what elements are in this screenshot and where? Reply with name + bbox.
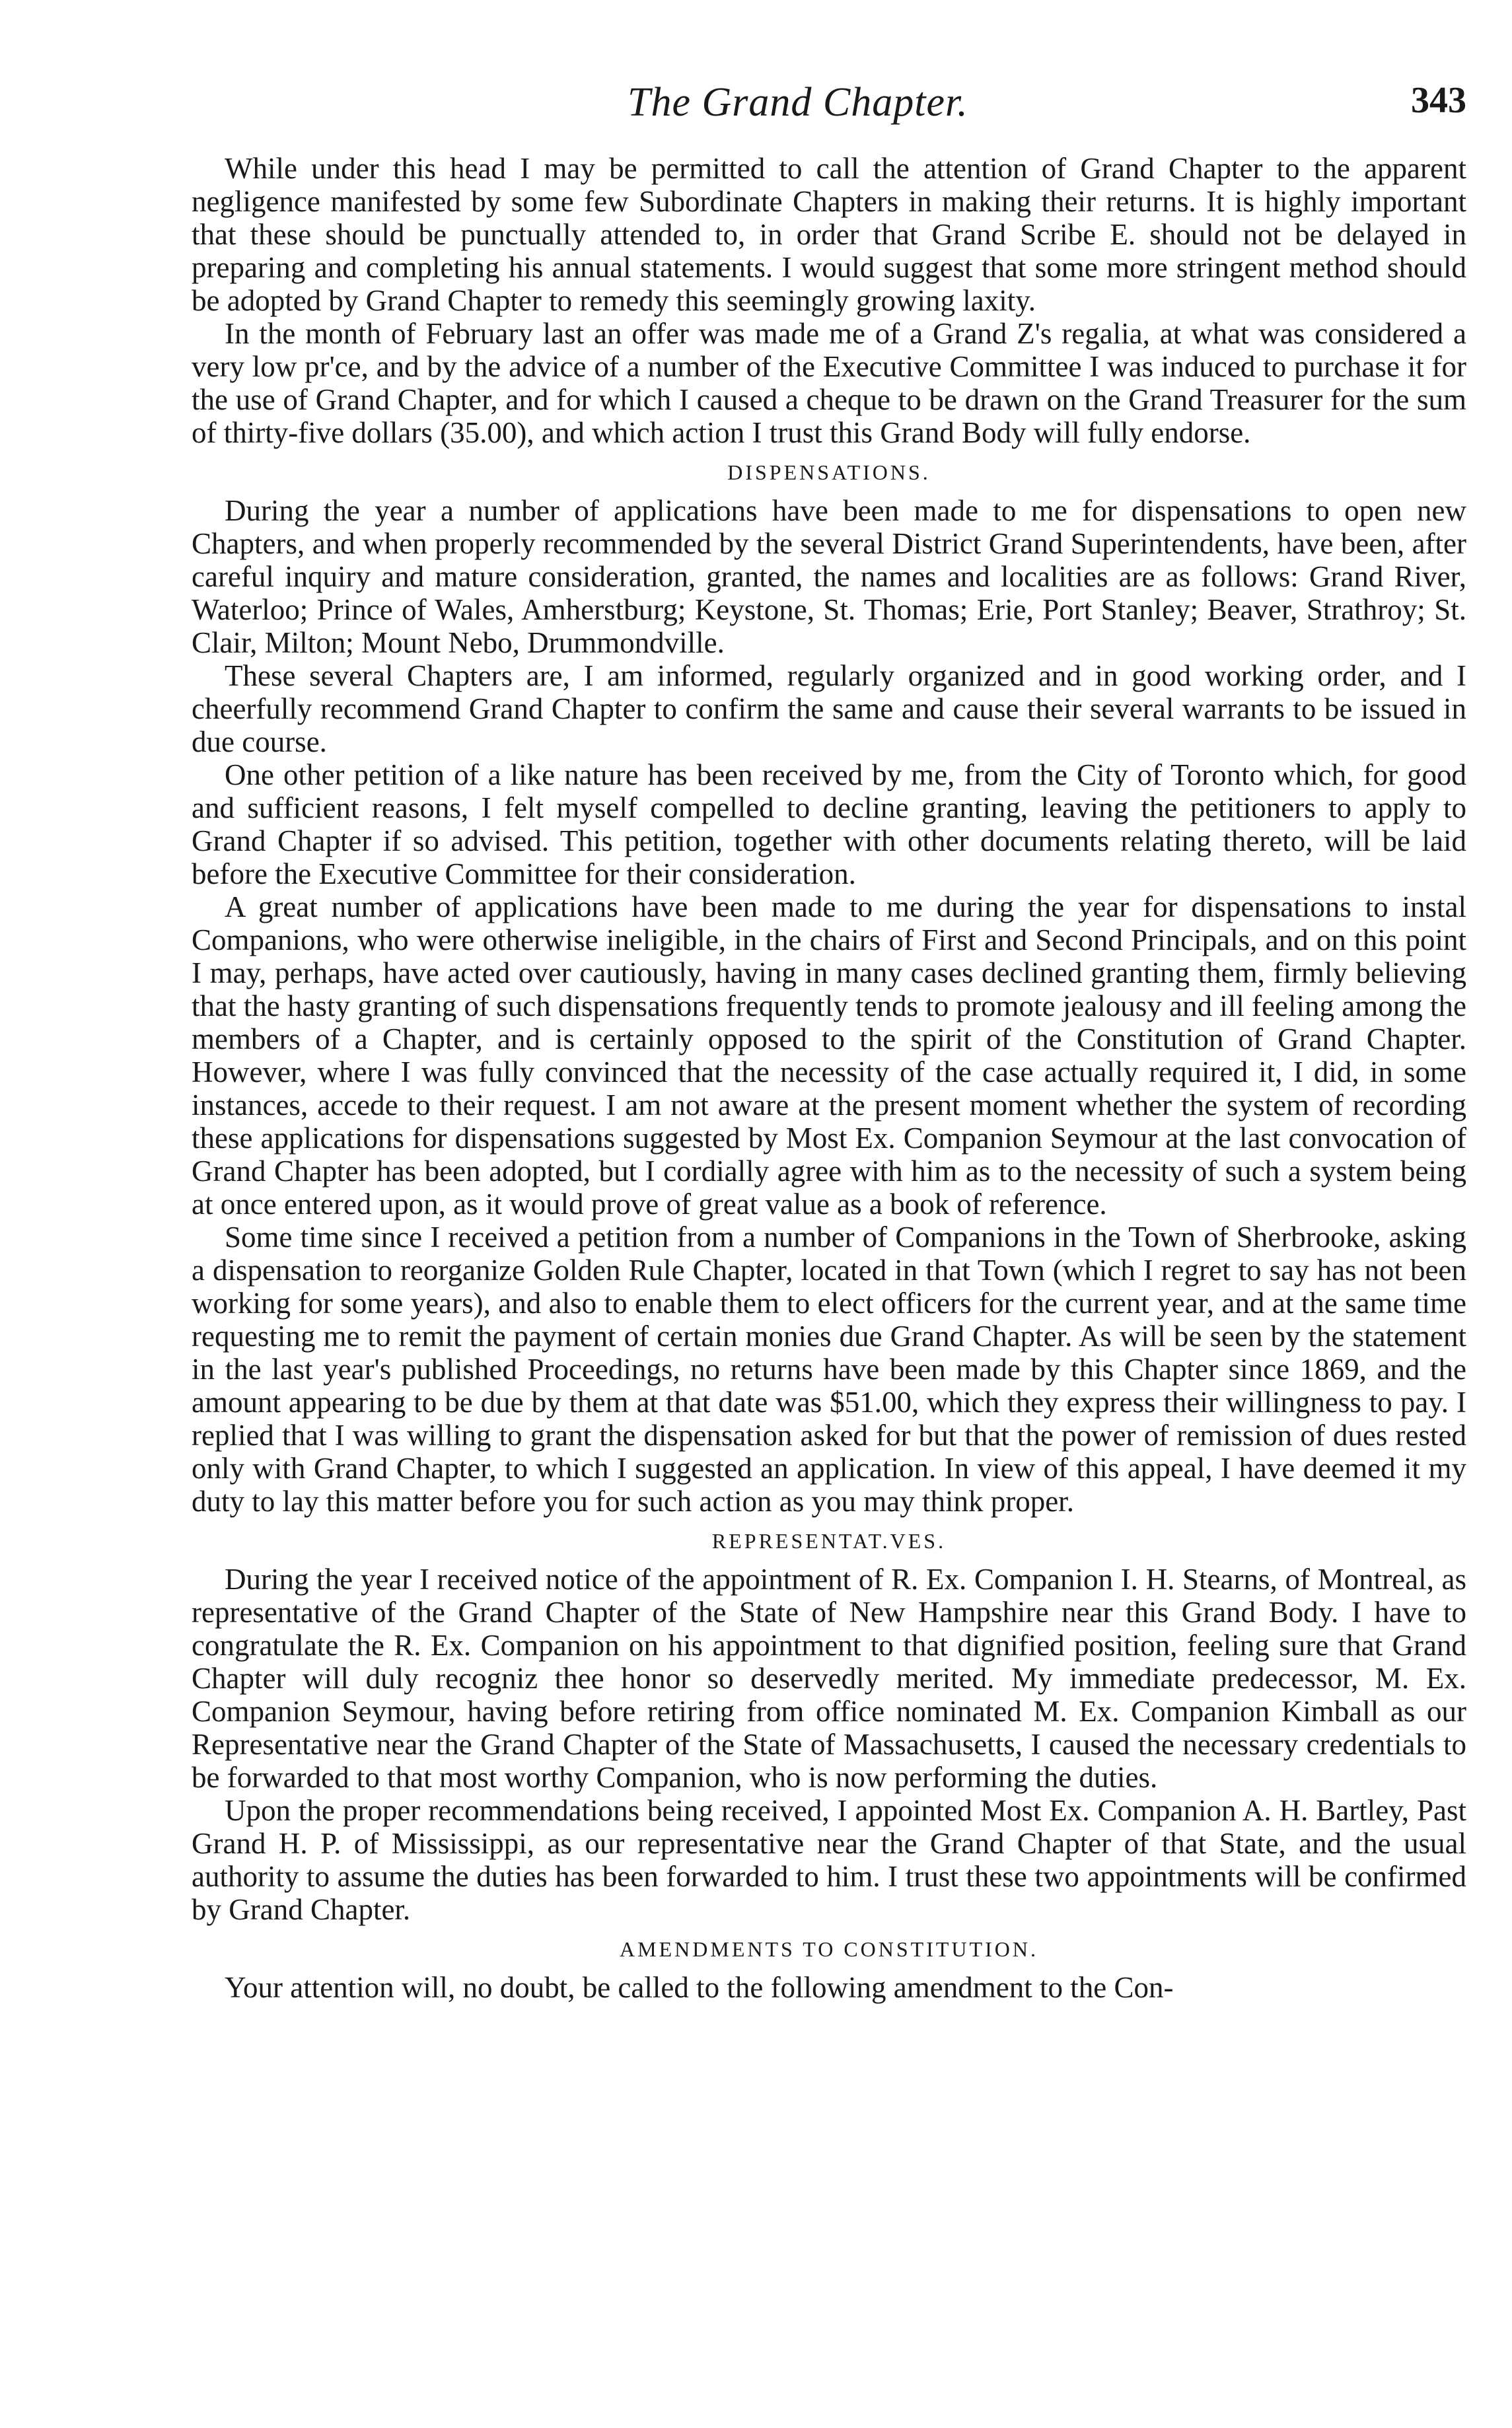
heading-representatives: REPRESENTAT.VES. [711,1529,947,1553]
paragraph-returns: While under this head I may be permitted to call the attention of Grand Chapter to the apparent negligence manifested by some few Subordinate Chapters in making their returns. It is highly important that these should be punctually attended to, in order that Grand Scribe E. should not be delayed in preparing and completing his annual statements. I would suggest that some more stringent method should be adopted by Grand Chapter to remedy this seemingly growing laxity. [192,152,1466,317]
paragraph-organized: These several Chapters are, I am informed, regularly organized and in good working order, and I cheerfully recommend Grand Chapter to confirm the same and cause their several warrants to be issued in due course. [192,659,1466,758]
running-title: The Grand Chapter. [628,80,968,125]
paragraph-sherbrooke: Some time since I received a petition from a number of Companions in the Town of Sherbrooke, asking a dispensation to reorganize Golden Rule Chapter, located in that Town (which I regret to say has not been working for some years), and also to enable them to elect officers for the current year, and at the same time requesting me to remit the payment of certain monies due Grand Chapter. As will be seen by the statement in the last year's published Proceedings, no returns have been made by this Chapter since 1869, and the amount appearing to be due by them at that date was $51.00, which they express their willingness to pay. I replied that I was willing to grant the dispensation asked for but that the power of remission of dues rested only with Grand Chapter, to which I suggested an application. In view of this appeal, I have deemed it my duty to lay this matter before you for such action as you may think proper. [192,1221,1466,1518]
paragraph-new-chapters: During the year a number of applications have been made to me for dispensations to open new Chapters, and when properly recommended by the several District Grand Superintendents, have been, after careful inquiry and mature consideration, granted, the names and localities are as follows: Grand River, Waterloo; Prince of Wales, Amherstburg; Keystone, St. Thomas; Erie, Port Stanley; Beaver, Strathroy; St. Clair, Milton; Mount Nebo, Drummondville. [192,494,1466,659]
paragraph-instal-dispensations: A great number of applications have been made to me during the year for dispensations to instal Companions, who were otherwise ineligible, in the chairs of First and Second Principals, and on this point I may, perhaps, have acted over cautiously, having in many cases declined granting them, firmly believing that the hasty granting of such dispensations frequently tends to promote jealousy and ill feeling among the members of a Chapter, and is certainly opposed to the spirit of the Constitution of Grand Chapter. However, where I was fully convinced that the necessity of the case actually required it, I did, in some instances, accede to their request. I am not aware at the present moment whether the system of recording these applications for dispensations suggested by Most Ex. Companion Seymour at the last convocation of Grand Chapter has been adopted, but I cordially agree with him as to the necessity of such a system being at once entered upon, as it would prove of great value as a book of reference. [192,890,1466,1221]
book-page [192,79,1466,2004]
page-number: 343 [1411,80,1466,121]
paragraph-bartley: Upon the proper recommendations being received, I appointed Most Ex. Companion A. H. Bartley, Past Grand H. P. of Mississippi, as our representative near the Grand Chapter of that State, and the usual authority to assume the duties has been forwarded to him. I trust these two appointments will be confirmed by Grand Chapter. [192,1794,1466,1926]
paragraph-amendment: Your attention will, no doubt, be called to the following amendment to the Con- [225,1971,1174,2004]
running-head [192,79,1466,152]
paragraph-regalia: In the month of February last an offer was made me of a Grand Z's regalia, at what was considered a very low pr'ce, and by the advice of a number of the Executive Committee I was induced to purchase it for the use of Grand Chapter, and for which I caused a cheque to be drawn on the Grand Treasurer for the sum of thirty-five dollars (35.00), and which action I trust this Grand Body will fully endorse. [192,317,1466,449]
paragraph-stearns: During the year I received notice of the appointment of R. Ex. Companion I. H. Stearns, of Montreal, as representative of the Grand Chapter of the State of New Hampshire near this Grand Body. I have to congratulate the R. Ex. Companion on his appointment to that dignified position, feeling sure that Grand Chapter will duly recogniz thee honor so deservedly merited. My immediate predecessor, M. Ex. Companion Seymour, having before retiring from office nominated M. Ex. Companion Kimball as our Representative near the Grand Chapter of the State of Massachusetts, I caused the necessary credentials to be forwarded to that most worthy Companion, who is now performing the duties. [192,1563,1466,1794]
paragraph-toronto-petition: One other petition of a like nature has been received by me, from the City of Toronto which, for good and sufficient reasons, I felt myself compelled to decline granting, leaving the petitioners to apply to Grand Chapter if so advised. This petition, together with other documents relating thereto, will be laid before the Executive Committee for their consideration. [192,758,1466,890]
heading-amendments: AMENDMENTS TO CONSTITUTION. [620,1937,1038,1961]
heading-dispensations: DISPENSATIONS. [727,460,931,484]
